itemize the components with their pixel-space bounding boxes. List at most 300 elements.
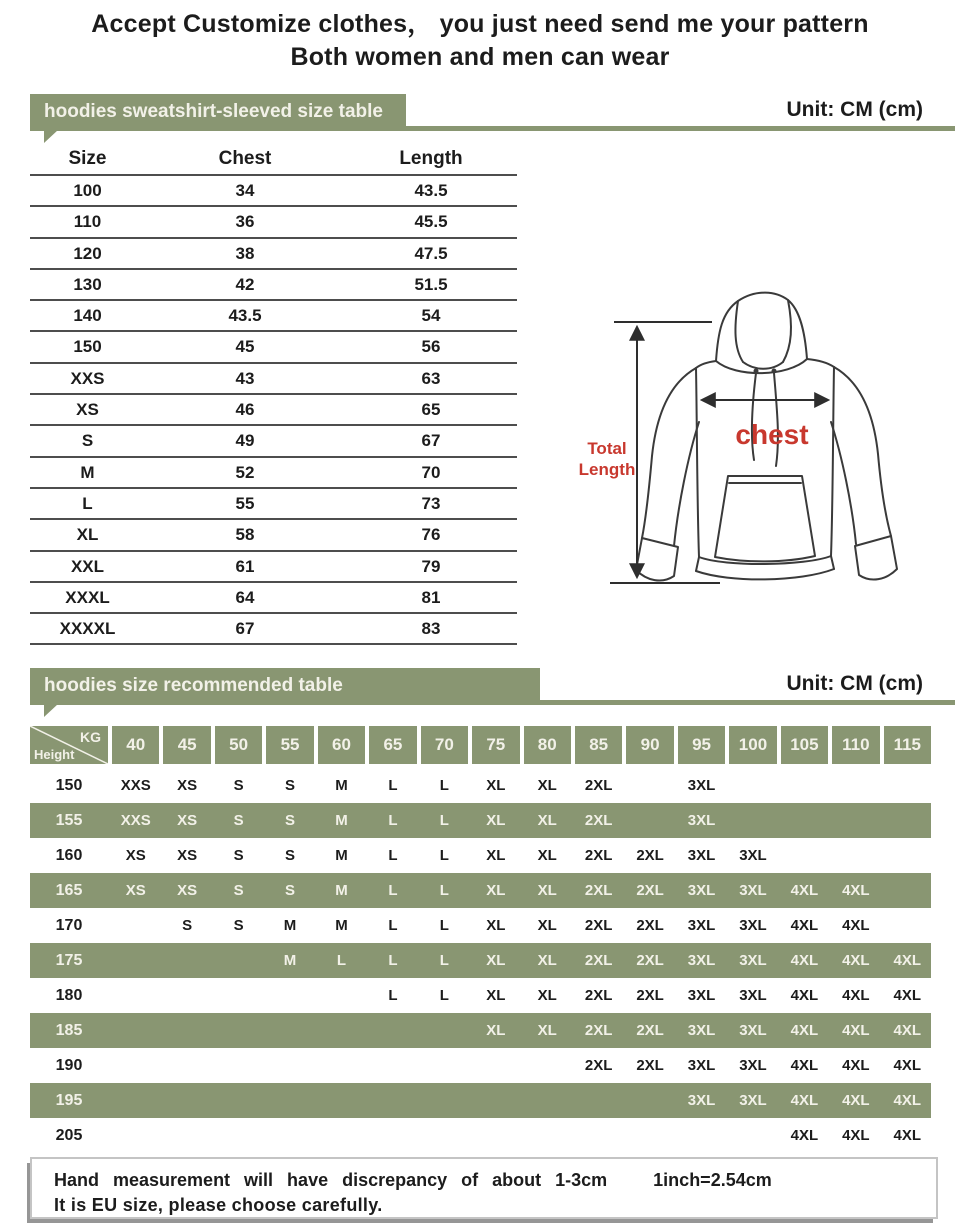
size-table-cell: L bbox=[82, 493, 93, 513]
size-recommendation-cell bbox=[163, 1118, 210, 1153]
size-recommendation-cell bbox=[626, 1118, 673, 1153]
size-recommendation-cell: XL bbox=[486, 777, 506, 794]
size-recommendation-cell: L bbox=[439, 917, 449, 934]
size-table-cell: XXXXL bbox=[59, 619, 116, 639]
size-table-cell: 63 bbox=[421, 368, 441, 388]
size-table-cell: 45.5 bbox=[414, 212, 448, 232]
size-recommendation-cell: 3XL bbox=[739, 1092, 767, 1109]
size-table-cell: XS bbox=[76, 400, 99, 420]
size-table-cell: 140 bbox=[73, 306, 102, 326]
size-recommendation-cell bbox=[832, 768, 879, 803]
size-recommendation-cell: 2XL bbox=[584, 917, 613, 934]
size-recommendation-cell: 4XL bbox=[893, 1092, 922, 1109]
size-recommendation-cell bbox=[832, 803, 879, 838]
size-table-row bbox=[30, 207, 517, 238]
size-recommendation-cell: XL bbox=[537, 882, 557, 899]
corner-height-label: Height bbox=[34, 747, 75, 762]
size-table-header-chest: Chest bbox=[218, 148, 272, 169]
size-recommendation-cell bbox=[421, 1048, 468, 1083]
size-recommendation-cell: 2XL bbox=[584, 1057, 613, 1074]
size-table-cell: XXL bbox=[70, 556, 105, 576]
size-table-cell: 79 bbox=[421, 556, 441, 576]
size-recommendation-cell: 4XL bbox=[842, 1092, 870, 1109]
recommended-table-row bbox=[30, 1013, 931, 1048]
size-table-cell: 150 bbox=[73, 337, 102, 357]
size-table-cell: XL bbox=[76, 525, 99, 545]
size-recommendation-cell: M bbox=[335, 917, 348, 934]
size-recommendation-cell: 3XL bbox=[687, 952, 716, 969]
size-recommendation-cell: XS bbox=[177, 812, 198, 829]
measurement-arrows bbox=[610, 322, 827, 583]
size-recommendation-cell bbox=[318, 1083, 365, 1118]
size-recommendation-cell: 3XL bbox=[687, 987, 716, 1004]
size-recommendation-cell bbox=[421, 1083, 468, 1118]
size-table-cell: 67 bbox=[235, 619, 255, 639]
size-recommendation-cell bbox=[626, 803, 673, 838]
weight-column-header: 80 bbox=[524, 726, 571, 764]
size-table-row bbox=[30, 458, 517, 489]
size-recommendation-cell: 2XL bbox=[636, 1057, 664, 1074]
recommended-table-body bbox=[30, 768, 931, 1153]
size-table-cell: XXS bbox=[70, 368, 105, 388]
size-recommendation-cell: 3XL bbox=[687, 882, 716, 899]
size-table-cell: 55 bbox=[235, 493, 255, 513]
section2-banner-label: hoodies size recommended table bbox=[30, 668, 540, 705]
size-recommendation-cell: XL bbox=[537, 987, 557, 1004]
size-recommendation-cell: XL bbox=[537, 917, 557, 934]
size-recommendation-cell: 4XL bbox=[893, 1127, 922, 1144]
size-recommendation-cell: M bbox=[335, 777, 348, 794]
size-table-cell: 61 bbox=[235, 556, 255, 576]
size-recommendation-cell: 4XL bbox=[893, 1057, 922, 1074]
size-recommendation-cell bbox=[729, 768, 776, 803]
hoodie-diagram bbox=[550, 270, 955, 605]
size-table-cell: 130 bbox=[73, 274, 102, 294]
size-recommendation-cell: L bbox=[388, 812, 398, 829]
size-recommendation-cell: L bbox=[388, 917, 398, 934]
size-table-row bbox=[30, 270, 517, 301]
size-table-cell: 36 bbox=[235, 212, 255, 232]
size-recommendation-cell: 3XL bbox=[687, 847, 716, 864]
size-recommendation-cell: S bbox=[233, 882, 244, 899]
size-recommendation-cell: L bbox=[388, 882, 398, 899]
size-recommendation-cell: L bbox=[439, 812, 449, 829]
recommended-table-row bbox=[30, 943, 931, 978]
height-cell: 150 bbox=[55, 777, 83, 794]
footer-discrepancy-text: Hand measurement will have discrepancy of about 1-3cm bbox=[54, 1170, 608, 1190]
size-recommendation-cell: 2XL bbox=[584, 952, 613, 969]
size-recommendation-cell bbox=[369, 1013, 416, 1048]
size-table-cell: 100 bbox=[73, 181, 102, 200]
size-table-row bbox=[30, 520, 517, 551]
section1-banner bbox=[30, 94, 955, 131]
size-recommendation-cell: XL bbox=[537, 952, 557, 969]
total-length-label-line1: Total bbox=[587, 439, 627, 458]
size-recommendation-cell: 4XL bbox=[842, 987, 870, 1004]
size-table-cell: 58 bbox=[235, 525, 255, 545]
size-table-row bbox=[30, 176, 517, 207]
size-recommendation-cell bbox=[575, 1118, 622, 1153]
size-recommendation-cell bbox=[369, 1048, 416, 1083]
size-recommendation-cell: 3XL bbox=[739, 1022, 767, 1039]
weight-column-header: 75 bbox=[472, 726, 519, 764]
size-recommendation-cell: S bbox=[285, 812, 296, 829]
size-recommendation-cell: 3XL bbox=[739, 952, 767, 969]
size-recommendation-cell bbox=[112, 978, 159, 1013]
weight-column-header: 115 bbox=[884, 726, 931, 764]
total-length-label-line2: Length bbox=[578, 460, 636, 479]
size-recommendation-cell: XS bbox=[177, 882, 198, 899]
size-recommendation-cell: 2XL bbox=[584, 847, 613, 864]
size-recommendation-cell: M bbox=[283, 917, 297, 934]
size-recommendation-cell: 4XL bbox=[842, 1057, 870, 1074]
size-recommendation-cell: 4XL bbox=[790, 882, 819, 899]
size-recommendation-cell: 3XL bbox=[687, 917, 716, 934]
size-recommendation-cell: 4XL bbox=[842, 882, 870, 899]
size-recommendation-cell bbox=[575, 1083, 622, 1118]
size-table-cell: 43 bbox=[235, 368, 255, 388]
section1-banner-tail bbox=[44, 130, 58, 143]
size-table-cell: 51.5 bbox=[414, 274, 448, 294]
size-recommendation-cell: L bbox=[439, 987, 449, 1004]
size-recommendation-cell: 2XL bbox=[584, 812, 613, 829]
size-recommendation-cell: XL bbox=[486, 812, 506, 829]
size-table-cell: 65 bbox=[421, 400, 441, 420]
weight-column-header: 100 bbox=[729, 726, 776, 764]
size-table-cell: 54 bbox=[421, 306, 441, 326]
size-recommendation-cell bbox=[729, 1118, 776, 1153]
size-recommendation-cell bbox=[112, 1013, 159, 1048]
height-cell: 190 bbox=[55, 1057, 83, 1074]
size-recommendation-cell bbox=[626, 768, 673, 803]
size-recommendation-cell: XS bbox=[177, 847, 198, 864]
footer-inch-conversion: 1inch=2.54cm bbox=[653, 1170, 772, 1190]
size-table-body bbox=[30, 176, 517, 645]
height-cell: 175 bbox=[55, 952, 83, 969]
size-recommendation-cell bbox=[884, 803, 931, 838]
size-recommendation-cell bbox=[163, 1048, 210, 1083]
height-cell: 180 bbox=[55, 987, 83, 1004]
weight-column-header: 55 bbox=[266, 726, 313, 764]
size-table-cell: 38 bbox=[235, 243, 255, 263]
size-recommendation-cell: XL bbox=[486, 952, 506, 969]
size-recommendation-cell bbox=[884, 768, 931, 803]
size-recommendation-cell: XL bbox=[537, 777, 557, 794]
size-table-cell: 120 bbox=[73, 243, 102, 263]
size-recommendation-cell bbox=[266, 978, 313, 1013]
size-recommendation-cell: M bbox=[283, 952, 297, 969]
size-recommendation-cell bbox=[318, 978, 365, 1013]
chest-label: chest bbox=[735, 419, 809, 450]
size-recommendation-cell bbox=[884, 873, 931, 908]
size-recommendation-cell: 4XL bbox=[842, 952, 870, 969]
size-table-cell: 34 bbox=[235, 181, 255, 200]
height-cell: 165 bbox=[55, 882, 83, 899]
size-recommendation-cell: L bbox=[439, 847, 449, 864]
size-recommendation-cell bbox=[215, 1118, 262, 1153]
size-recommendation-cell: 3XL bbox=[739, 882, 767, 899]
size-table-cell: 73 bbox=[421, 493, 441, 513]
size-recommendation-cell: XL bbox=[486, 1022, 506, 1039]
recommended-table-row bbox=[30, 1118, 931, 1153]
size-recommendation-cell: 4XL bbox=[893, 952, 922, 969]
recommended-table-row bbox=[30, 838, 931, 873]
height-cell: 170 bbox=[55, 917, 83, 934]
recommended-table-row bbox=[30, 978, 931, 1013]
size-table-cell: 46 bbox=[235, 400, 255, 420]
size-recommendation-cell bbox=[318, 1013, 365, 1048]
size-recommendation-cell: 2XL bbox=[636, 987, 664, 1004]
weight-column-header: 60 bbox=[318, 726, 365, 764]
size-recommendation-cell bbox=[266, 1083, 313, 1118]
size-table-row bbox=[30, 364, 517, 395]
size-recommendation-cell: 4XL bbox=[842, 917, 870, 934]
size-recommendation-cell: 2XL bbox=[636, 952, 664, 969]
size-table-row bbox=[30, 239, 517, 270]
size-table-row bbox=[30, 301, 517, 332]
size-recommendation-cell: S bbox=[285, 777, 296, 794]
size-table-cell: 52 bbox=[235, 462, 255, 482]
size-table-row bbox=[30, 489, 517, 520]
size-recommendation-cell: L bbox=[388, 987, 398, 1004]
size-recommendation-cell: M bbox=[335, 847, 348, 864]
section2-banner-tail bbox=[44, 704, 58, 717]
size-recommendation-cell bbox=[781, 838, 828, 873]
weight-column-header: 90 bbox=[626, 726, 673, 764]
size-recommendation-cell bbox=[112, 1118, 159, 1153]
recommended-table-row bbox=[30, 1083, 931, 1118]
size-recommendation-cell: 2XL bbox=[636, 847, 664, 864]
size-recommendation-cell bbox=[472, 1048, 519, 1083]
size-recommendation-cell bbox=[626, 1083, 673, 1118]
size-recommendation-cell bbox=[524, 1118, 571, 1153]
corner-kg-label: KG bbox=[80, 729, 101, 745]
recommended-table-row bbox=[30, 768, 931, 803]
size-recommendation-cell bbox=[266, 1048, 313, 1083]
size-recommendation-cell: 4XL bbox=[893, 1022, 922, 1039]
size-recommendation-cell bbox=[215, 1013, 262, 1048]
size-recommendation-cell bbox=[266, 1013, 313, 1048]
size-recommendation-cell: 3XL bbox=[687, 1022, 716, 1039]
size-recommendation-cell bbox=[781, 768, 828, 803]
section1-banner-label: hoodies sweatshirt-sleeved size table bbox=[30, 94, 406, 131]
footer-line1 bbox=[54, 1168, 936, 1193]
height-cell: 185 bbox=[55, 1022, 83, 1039]
size-recommendation-cell: 3XL bbox=[739, 987, 767, 1004]
size-table-cell: 83 bbox=[421, 619, 441, 639]
size-recommendation-cell bbox=[884, 838, 931, 873]
height-cell: 155 bbox=[55, 812, 83, 829]
size-recommendation-cell: 3XL bbox=[687, 812, 716, 829]
size-table-cell: XXXL bbox=[65, 587, 110, 607]
section1-unit-label: Unit: CM (cm) bbox=[786, 98, 923, 121]
size-recommendation-cell bbox=[524, 1083, 571, 1118]
recommended-size-table bbox=[30, 726, 931, 1153]
size-recommendation-cell: 4XL bbox=[842, 1127, 870, 1144]
size-recommendation-cell: XL bbox=[486, 882, 506, 899]
size-recommendation-cell: 2XL bbox=[584, 987, 613, 1004]
size-recommendation-cell: S bbox=[233, 777, 244, 794]
footer-line2: It is EU size, please choose carefully. bbox=[54, 1195, 383, 1215]
size-recommendation-cell: 4XL bbox=[893, 987, 922, 1004]
size-recommendation-cell: 4XL bbox=[842, 1022, 870, 1039]
size-table-cell: 56 bbox=[421, 337, 441, 357]
size-recommendation-cell: L bbox=[388, 777, 398, 794]
size-table-row bbox=[30, 395, 517, 426]
size-table bbox=[30, 143, 517, 645]
size-table-cell: 43.5 bbox=[228, 306, 262, 326]
size-recommendation-cell: S bbox=[182, 917, 193, 934]
size-table-cell: 43.5 bbox=[414, 181, 448, 200]
recommended-table-row bbox=[30, 803, 931, 838]
size-recommendation-cell: XS bbox=[125, 882, 146, 899]
size-recommendation-cell: XS bbox=[177, 777, 198, 794]
size-recommendation-cell: 3XL bbox=[687, 777, 716, 794]
size-recommendation-cell: L bbox=[388, 847, 398, 864]
size-recommendation-cell: 2XL bbox=[636, 917, 664, 934]
size-recommendation-cell: S bbox=[285, 882, 296, 899]
size-recommendation-cell bbox=[678, 1118, 725, 1153]
size-table-header-length: Length bbox=[399, 148, 463, 169]
size-recommendation-cell: L bbox=[439, 952, 449, 969]
size-table-cell: 47.5 bbox=[414, 243, 448, 263]
size-recommendation-cell bbox=[421, 1118, 468, 1153]
size-recommendation-cell: M bbox=[335, 812, 348, 829]
size-recommendation-cell bbox=[472, 1083, 519, 1118]
weight-column-header: 45 bbox=[163, 726, 210, 764]
page-title-line1: Accept Customize clothes， you just need send me your pattern bbox=[91, 10, 869, 38]
height-cell: 205 bbox=[55, 1127, 83, 1144]
weight-column-header: 65 bbox=[369, 726, 416, 764]
size-table-row bbox=[30, 332, 517, 363]
weight-column-header: 50 bbox=[215, 726, 262, 764]
size-recommendation-cell bbox=[421, 1013, 468, 1048]
footer-note bbox=[30, 1157, 938, 1219]
size-table-cell: 64 bbox=[235, 587, 255, 607]
size-recommendation-cell bbox=[215, 1083, 262, 1118]
size-recommendation-cell: L bbox=[336, 952, 347, 969]
size-recommendation-cell: S bbox=[233, 847, 244, 864]
size-recommendation-cell bbox=[163, 1083, 210, 1118]
weight-column-header: 110 bbox=[832, 726, 879, 764]
size-recommendation-cell: S bbox=[285, 847, 296, 864]
page-title-line2: Both women and men can wear bbox=[290, 43, 670, 71]
size-recommendation-cell: 2XL bbox=[584, 1022, 613, 1039]
size-recommendation-cell bbox=[318, 1048, 365, 1083]
size-recommendation-cell: 4XL bbox=[790, 917, 819, 934]
size-recommendation-cell bbox=[472, 1118, 519, 1153]
size-recommendation-cell: XS bbox=[125, 847, 146, 864]
size-table-cell: 67 bbox=[421, 431, 441, 451]
size-recommendation-cell: XL bbox=[486, 917, 506, 934]
size-table-cell: S bbox=[81, 431, 94, 451]
size-recommendation-cell: XL bbox=[486, 847, 506, 864]
size-table-cell: 42 bbox=[235, 274, 255, 294]
recommended-table-row bbox=[30, 873, 931, 908]
size-recommendation-cell bbox=[369, 1083, 416, 1118]
size-recommendation-cell: 4XL bbox=[790, 1092, 819, 1109]
section2-banner bbox=[30, 668, 955, 705]
size-recommendation-cell bbox=[524, 1048, 571, 1083]
size-table-cell: 81 bbox=[421, 587, 441, 607]
size-table-header-size: Size bbox=[68, 148, 107, 169]
size-table-cell: 70 bbox=[421, 462, 441, 482]
size-recommendation-cell: L bbox=[388, 952, 398, 969]
size-recommendation-cell: 3XL bbox=[739, 847, 767, 864]
size-recommendation-cell bbox=[729, 803, 776, 838]
size-table-row bbox=[30, 614, 517, 645]
size-recommendation-cell bbox=[884, 908, 931, 943]
size-recommendation-cell bbox=[112, 908, 159, 943]
size-recommendation-cell: 4XL bbox=[790, 1127, 819, 1144]
size-recommendation-cell bbox=[112, 1048, 159, 1083]
size-recommendation-cell: 2XL bbox=[636, 882, 664, 899]
page-title bbox=[0, 8, 960, 74]
size-table-header-row bbox=[30, 143, 517, 176]
size-recommendation-cell: XXS bbox=[120, 812, 151, 829]
size-recommendation-cell: 4XL bbox=[790, 1022, 819, 1039]
recommended-table-row bbox=[30, 908, 931, 943]
size-recommendation-cell: 3XL bbox=[739, 1057, 767, 1074]
size-recommendation-cell: 4XL bbox=[790, 952, 819, 969]
size-table-row bbox=[30, 583, 517, 614]
size-recommendation-cell bbox=[369, 1118, 416, 1153]
size-table-cell: 45 bbox=[235, 337, 255, 357]
size-recommendation-cell: XL bbox=[537, 812, 557, 829]
size-recommendation-cell: 3XL bbox=[687, 1057, 716, 1074]
size-recommendation-cell bbox=[163, 943, 210, 978]
size-recommendation-cell: 3XL bbox=[687, 1092, 716, 1109]
height-kg-corner-cell bbox=[30, 726, 108, 764]
size-table-cell: 110 bbox=[73, 212, 102, 232]
size-recommendation-cell bbox=[781, 803, 828, 838]
height-cell: 160 bbox=[55, 847, 83, 864]
size-recommendation-cell bbox=[318, 1118, 365, 1153]
size-recommendation-cell: S bbox=[233, 812, 244, 829]
size-recommendation-cell: XL bbox=[537, 847, 557, 864]
size-recommendation-cell bbox=[215, 1048, 262, 1083]
size-recommendation-cell: XL bbox=[486, 987, 506, 1004]
size-recommendation-cell bbox=[215, 978, 262, 1013]
size-recommendation-cell bbox=[163, 978, 210, 1013]
height-cell: 195 bbox=[55, 1092, 83, 1109]
size-recommendation-cell: L bbox=[439, 882, 449, 899]
size-recommendation-cell bbox=[163, 1013, 210, 1048]
size-recommendation-cell bbox=[112, 1083, 159, 1118]
weight-column-header: 40 bbox=[112, 726, 159, 764]
size-recommendation-cell: 2XL bbox=[584, 882, 613, 899]
size-recommendation-cell: M bbox=[335, 882, 348, 899]
weight-column-header: 85 bbox=[575, 726, 622, 764]
size-recommendation-cell bbox=[112, 943, 159, 978]
weight-column-header: 70 bbox=[421, 726, 468, 764]
size-recommendation-cell: 3XL bbox=[739, 917, 767, 934]
size-table-cell: 49 bbox=[235, 431, 255, 451]
recommended-table-header-row bbox=[30, 726, 931, 764]
weight-column-header: 95 bbox=[678, 726, 725, 764]
recommended-table-row bbox=[30, 1048, 931, 1083]
size-recommendation-cell: 2XL bbox=[584, 777, 613, 794]
size-recommendation-cell: XXS bbox=[120, 777, 151, 794]
size-recommendation-cell bbox=[832, 838, 879, 873]
size-recommendation-cell: S bbox=[233, 917, 244, 934]
size-recommendation-cell: 4XL bbox=[790, 1057, 819, 1074]
size-recommendation-cell: XL bbox=[537, 1022, 557, 1039]
size-table-row bbox=[30, 426, 517, 457]
section2-unit-label: Unit: CM (cm) bbox=[786, 672, 923, 695]
size-recommendation-cell bbox=[266, 1118, 313, 1153]
size-recommendation-cell: 4XL bbox=[790, 987, 819, 1004]
